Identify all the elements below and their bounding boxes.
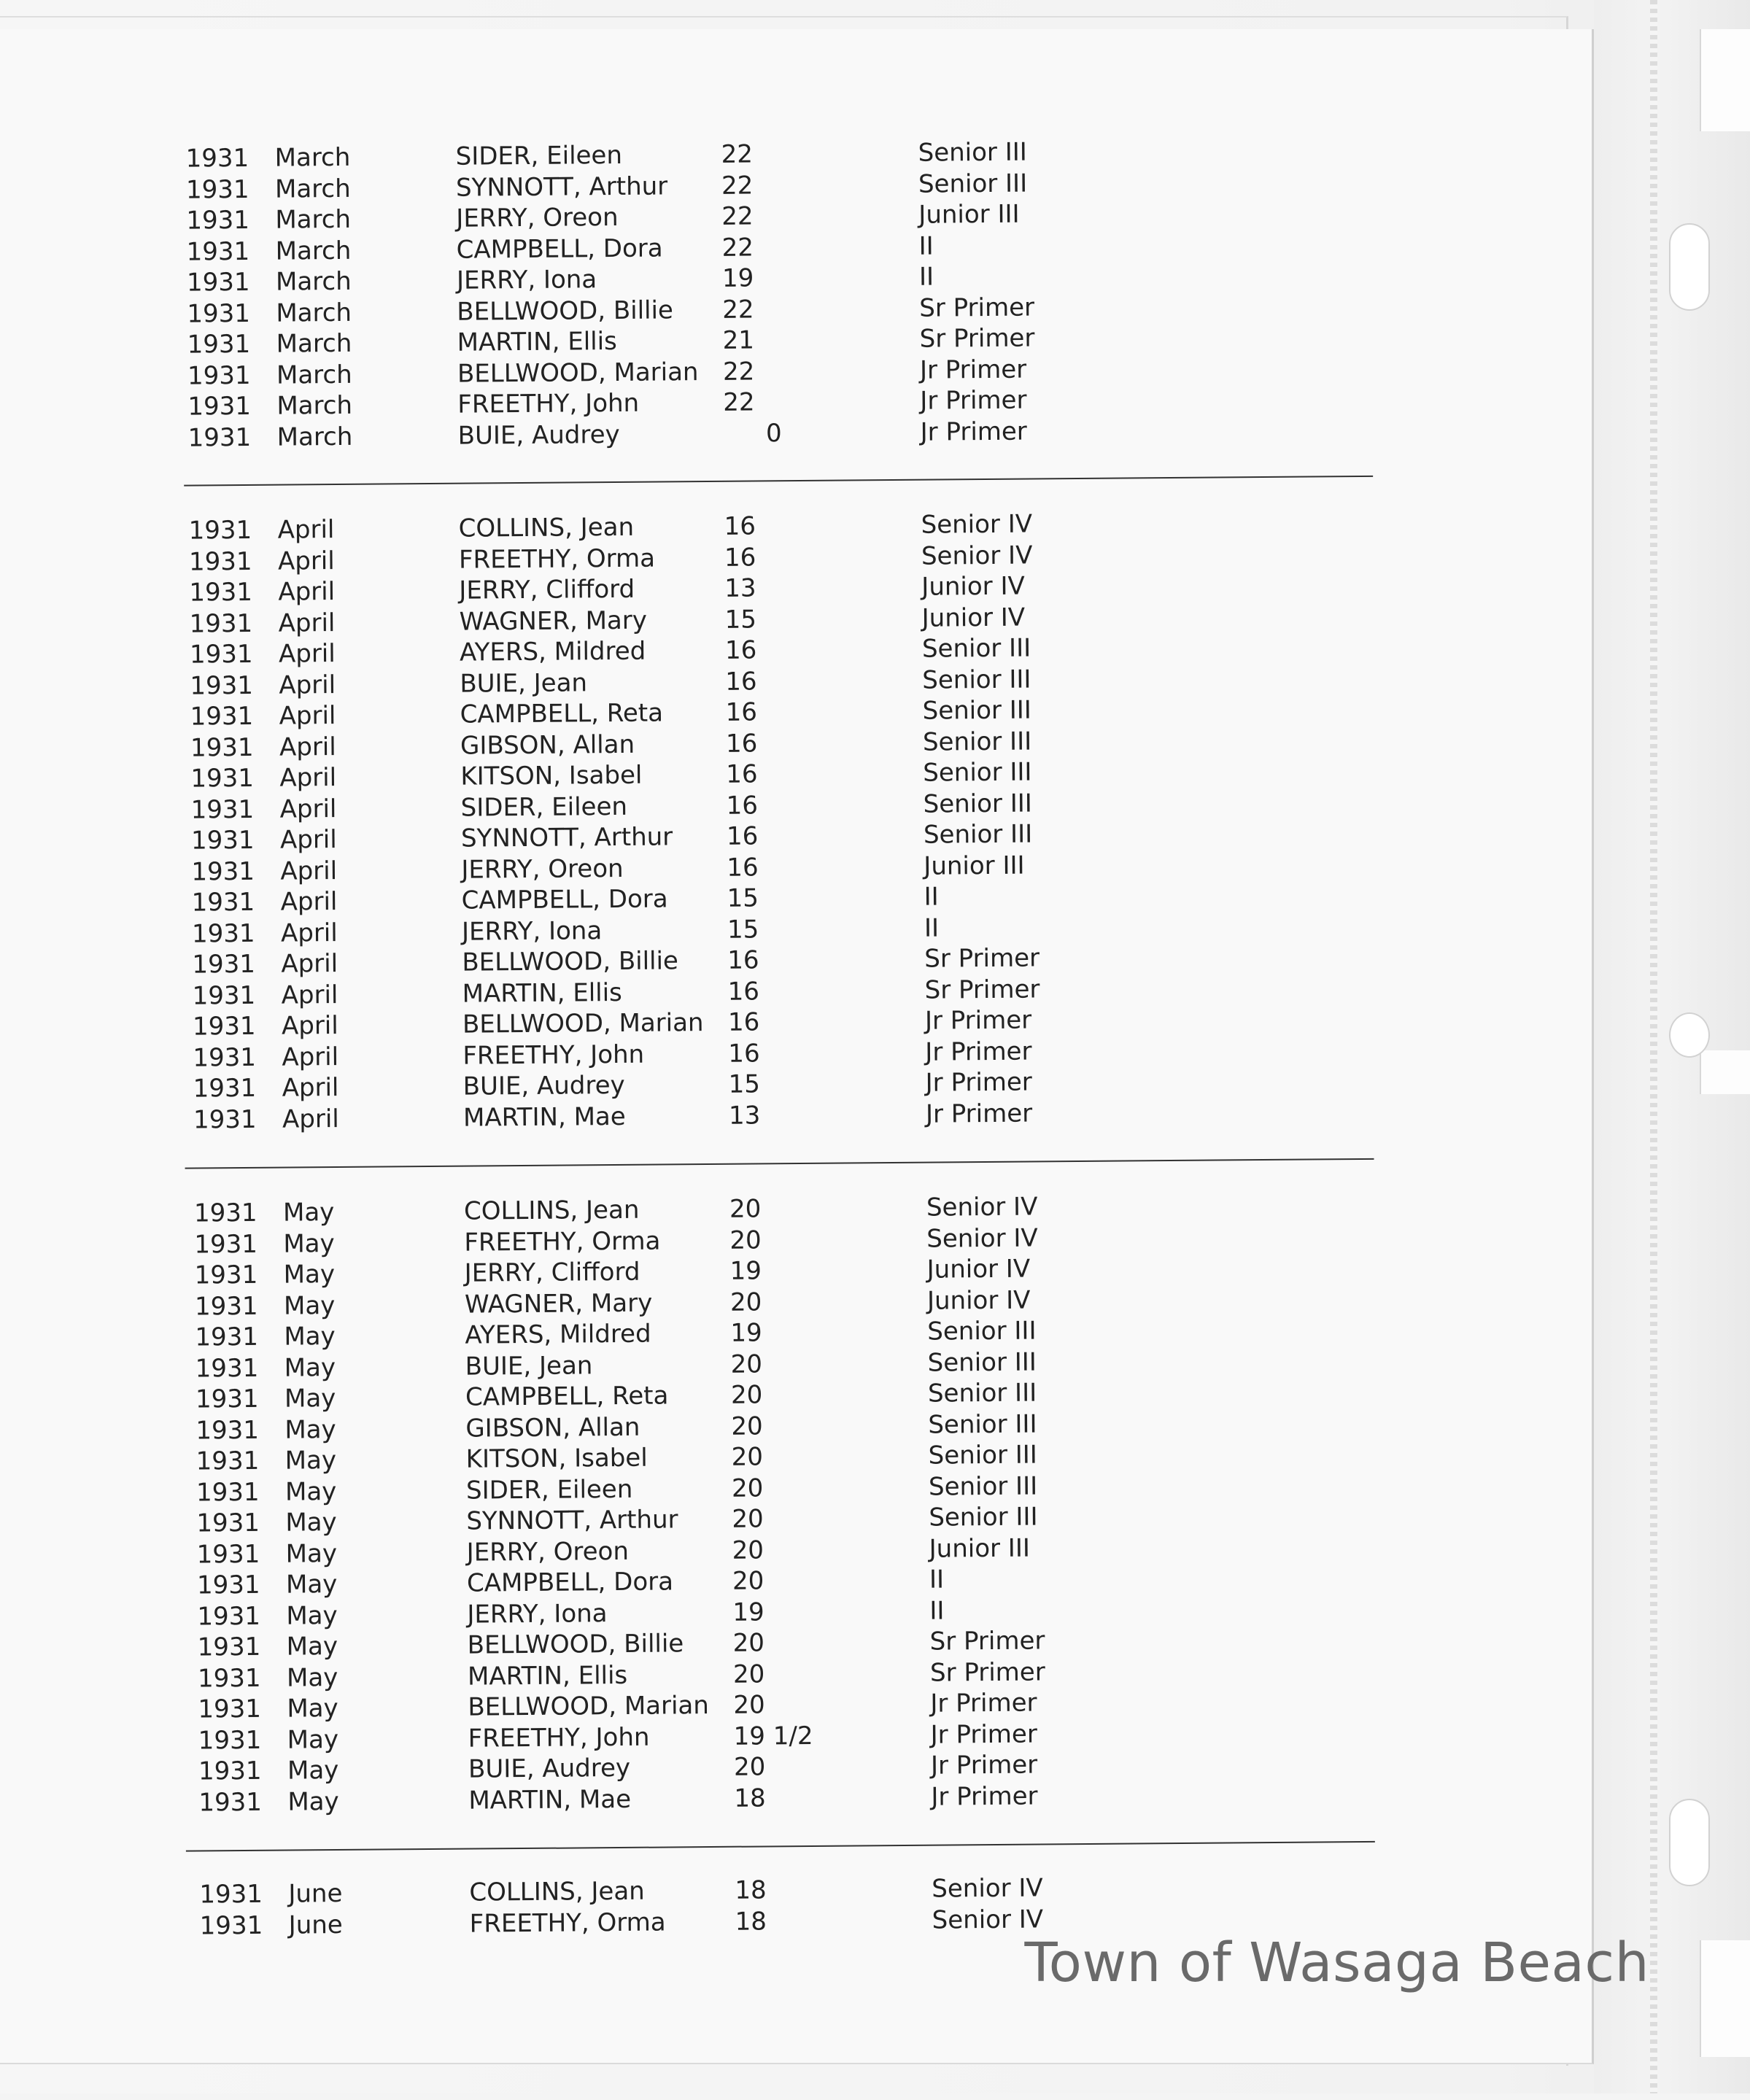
days-attended-cell: 20 <box>729 1225 762 1255</box>
days-attended-cell: 20 <box>732 1659 765 1689</box>
year-cell: 1931 <box>195 1415 260 1446</box>
month-cell: April <box>279 670 336 700</box>
student-name-cell: MARTIN, Mae <box>462 1101 626 1133</box>
year-cell: 1931 <box>192 980 256 1011</box>
month-cell: May <box>286 1632 338 1662</box>
month-cell: April <box>279 763 337 793</box>
binder-tab-top <box>1700 29 1750 131</box>
days-attended-cell: 0 <box>765 418 782 448</box>
grade-cell: Senior III <box>928 1471 1038 1502</box>
month-cell: May <box>285 1538 338 1569</box>
year-cell: 1931 <box>197 1632 261 1662</box>
year-cell: 1931 <box>198 1756 262 1786</box>
days-attended-cell: 20 <box>731 1411 763 1441</box>
year-cell: 1931 <box>190 825 255 856</box>
grade-cell: Jr Primer <box>925 1037 1032 1067</box>
student-name-cell: BUIE, Audrey <box>457 419 620 451</box>
days-attended-cell: 13 <box>728 1100 761 1131</box>
days-attended-cell: 18 <box>735 1875 767 1905</box>
month-cell: March <box>275 266 352 297</box>
rows-march <box>174 134 1373 454</box>
days-attended-cell: 20 <box>730 1349 763 1379</box>
grade-cell: Sr Primer <box>924 974 1040 1005</box>
grade-cell: Sr Primer <box>929 1626 1045 1657</box>
days-attended-cell: 16 <box>725 697 758 727</box>
grade-cell: Senior III <box>922 695 1031 726</box>
grade-cell: II <box>924 913 940 943</box>
grade-cell: II <box>929 1565 945 1595</box>
year-cell: 1931 <box>190 732 254 763</box>
month-cell: April <box>279 701 336 731</box>
days-attended-cell: 20 <box>731 1442 764 1472</box>
month-cell: April <box>281 949 338 979</box>
grade-cell: Senior III <box>921 633 1031 664</box>
month-cell: March <box>276 390 353 421</box>
grade-cell: Senior III <box>918 137 1027 168</box>
year-cell: 1931 <box>186 205 250 236</box>
month-cell: May <box>286 1600 338 1631</box>
month-cell: May <box>284 1414 336 1445</box>
grade-cell: II <box>918 262 934 292</box>
grade-cell: Senior III <box>922 665 1031 695</box>
grade-cell: Junior IV <box>926 1285 1031 1316</box>
binder-hole-bottom <box>1669 1799 1710 1886</box>
days-attended-cell: 22 <box>721 232 754 263</box>
binder-hole-top <box>1669 223 1710 311</box>
student-name-cell: SIDER, Eileen <box>460 791 628 823</box>
year-cell: 1931 <box>196 1539 260 1570</box>
grade-cell: Senior IV <box>932 1873 1043 1904</box>
month-cell: March <box>274 174 351 204</box>
days-attended-cell: 16 <box>725 728 758 759</box>
student-name-cell: JERRY, Clifford <box>464 1257 640 1288</box>
grade-cell: Senior IV <box>921 541 1033 571</box>
student-name-cell: BELLWOOD, Billie <box>467 1629 684 1660</box>
month-cell: May <box>287 1756 339 1786</box>
days-attended-cell: 16 <box>724 635 757 665</box>
binder-tab-bottom <box>1700 1940 1750 2057</box>
grade-cell: Junior III <box>918 199 1020 230</box>
grade-cell: Senior IV <box>926 1192 1038 1223</box>
student-name-cell: COLLINS, Jean <box>463 1195 640 1226</box>
grade-cell: Junior IV <box>926 1254 1031 1285</box>
year-cell: 1931 <box>195 1446 260 1476</box>
days-attended-cell: 16 <box>726 821 759 851</box>
days-attended-cell: 21 <box>722 325 755 355</box>
month-cell: May <box>287 1724 339 1755</box>
grade-cell: Jr Primer <box>920 385 1027 416</box>
student-name-cell: JERRY, Clifford <box>459 574 635 605</box>
month-cell: April <box>282 1072 339 1103</box>
days-attended-cell: 16 <box>727 1007 760 1037</box>
student-name-cell: JERRY, Iona <box>467 1598 608 1630</box>
student-name-cell: BELLWOOD, Marian <box>468 1691 710 1722</box>
grade-cell: Senior III <box>923 757 1032 788</box>
student-name-cell: FREETHY, John <box>462 1039 645 1071</box>
student-name-cell: GIBSON, Allan <box>460 729 635 761</box>
days-attended-cell: 19 1/2 <box>733 1721 813 1751</box>
grade-cell: Sr Primer <box>919 323 1035 354</box>
month-cell: April <box>281 1010 338 1041</box>
student-name-cell: WAGNER, Mary <box>459 605 648 637</box>
student-name-cell: FREETHY, Orma <box>458 543 656 575</box>
student-name-cell: BELLWOOD, Marian <box>462 1008 704 1039</box>
grade-cell: Senior IV <box>926 1223 1038 1254</box>
student-name-cell: COLLINS, Jean <box>469 1876 645 1907</box>
month-cell: March <box>274 142 351 173</box>
grade-cell: Sr Primer <box>929 1657 1045 1688</box>
binder-hole-middle <box>1669 1012 1710 1058</box>
days-attended-cell: 16 <box>724 511 756 541</box>
student-name-cell: MARTIN, Ellis <box>462 977 622 1009</box>
days-attended-cell: 20 <box>732 1535 764 1565</box>
days-attended-cell: 20 <box>729 1287 762 1317</box>
year-cell: 1931 <box>191 887 255 918</box>
year-cell: 1931 <box>194 1291 258 1322</box>
grade-cell: Jr Primer <box>924 1005 1032 1036</box>
section-divider <box>184 476 1373 487</box>
student-name-cell: FREETHY, John <box>468 1722 650 1754</box>
month-cell: May <box>286 1662 338 1693</box>
student-name-cell: KITSON, Isabel <box>460 760 643 791</box>
student-name-cell: CAMPBELL, Reta <box>465 1381 669 1412</box>
grade-cell: Senior IV <box>921 509 1033 540</box>
year-cell: 1931 <box>191 856 255 887</box>
student-name-cell: SIDER, Eileen <box>455 140 623 171</box>
grade-cell: Senior III <box>923 789 1032 819</box>
section-may <box>182 1189 1384 1818</box>
grade-cell: Senior III <box>928 1440 1038 1471</box>
month-cell: April <box>282 1042 339 1072</box>
grade-cell: Jr Primer <box>930 1750 1038 1781</box>
grade-cell: Junior III <box>924 851 1025 881</box>
month-cell: April <box>281 980 338 1010</box>
month-cell: May <box>287 1786 339 1817</box>
grade-cell: Senior III <box>922 727 1032 757</box>
student-name-cell: JERRY, Oreon <box>466 1536 630 1568</box>
month-cell: March <box>275 236 352 266</box>
section-march <box>174 134 1373 454</box>
days-attended-cell: 16 <box>724 542 756 573</box>
year-cell: 1931 <box>195 1353 259 1384</box>
days-attended-cell: 16 <box>725 666 757 697</box>
grade-cell: Senior III <box>927 1316 1037 1347</box>
year-cell: 1931 <box>187 298 251 329</box>
grade-cell: Senior III <box>929 1502 1038 1533</box>
section-april <box>177 506 1379 1136</box>
year-cell: 1931 <box>185 143 249 174</box>
grade-cell: Jr Primer <box>925 1099 1033 1129</box>
grade-cell: Jr Primer <box>930 1688 1037 1719</box>
section-divider <box>186 1841 1375 1852</box>
grade-cell: Jr Primer <box>920 416 1027 447</box>
grade-cell: Senior III <box>928 1409 1037 1440</box>
rows-may <box>182 1189 1384 1818</box>
month-cell: March <box>276 422 353 452</box>
month-cell: May <box>285 1570 338 1600</box>
year-cell: 1931 <box>198 1725 262 1756</box>
grade-cell: Jr Primer <box>931 1781 1038 1812</box>
days-attended-cell: 19 <box>729 1256 762 1286</box>
student-name-cell: SIDER, Eileen <box>465 1474 633 1506</box>
days-attended-cell: 22 <box>721 170 754 201</box>
student-name-cell: BUIE, Jean <box>460 667 588 699</box>
perforation-line <box>1650 0 1657 2093</box>
days-attended-cell: 19 <box>730 1318 762 1348</box>
days-attended-cell: 20 <box>733 1752 766 1782</box>
student-name-cell: AYERS, Mildred <box>465 1319 651 1350</box>
student-name-cell: BELLWOOD, Marian <box>457 357 699 389</box>
month-cell: June <box>288 1910 343 1940</box>
month-cell: May <box>287 1694 338 1724</box>
year-cell: 1931 <box>196 1570 260 1600</box>
year-cell: 1931 <box>196 1508 260 1538</box>
rows-april <box>177 506 1379 1136</box>
student-name-cell: COLLINS, Jean <box>458 512 635 543</box>
year-cell: 1931 <box>197 1601 261 1632</box>
year-cell: 1931 <box>190 794 255 825</box>
year-cell: 1931 <box>190 670 254 701</box>
days-attended-cell: 19 <box>721 263 754 293</box>
student-name-cell: BUIE, Audrey <box>468 1753 631 1784</box>
watermark-text: Town of Wasaga Beach <box>1024 1932 1649 1994</box>
year-cell: 1931 <box>189 608 253 639</box>
section-june <box>187 1870 1385 1942</box>
days-attended-cell: 22 <box>721 139 754 169</box>
year-cell: 1931 <box>198 1694 262 1724</box>
days-attended-cell: 18 <box>735 1906 767 1937</box>
grade-cell: II <box>924 882 939 912</box>
month-cell: April <box>279 794 337 824</box>
binder-tab-middle <box>1700 1050 1750 1094</box>
month-cell: April <box>278 608 336 638</box>
year-cell: 1931 <box>193 1104 257 1135</box>
student-name-cell: SYNNOTT, Arthur <box>466 1505 678 1536</box>
days-attended-cell: 19 <box>732 1597 764 1627</box>
days-attended-cell: 20 <box>731 1473 764 1503</box>
student-name-cell: CAMPBELL, Dora <box>456 233 663 265</box>
year-cell: 1931 <box>188 546 252 577</box>
year-cell: 1931 <box>192 1011 256 1042</box>
year-cell: 1931 <box>189 639 253 670</box>
days-attended-cell: 16 <box>726 790 759 821</box>
month-cell: April <box>282 1104 339 1134</box>
student-name-cell: FREETHY, Orma <box>464 1226 661 1258</box>
student-name-cell: GIBSON, Allan <box>465 1412 640 1444</box>
year-cell: 1931 <box>195 1384 259 1414</box>
month-cell: April <box>278 639 336 669</box>
student-name-cell: MARTIN, Ellis <box>467 1660 628 1692</box>
year-cell: 1931 <box>197 1663 261 1694</box>
student-name-cell: FREETHY, Orma <box>469 1907 666 1939</box>
grade-cell: Junior III <box>929 1533 1031 1564</box>
grade-cell: Senior IV <box>932 1904 1044 1935</box>
days-attended-cell: 16 <box>727 945 759 975</box>
student-name-cell: FREETHY, John <box>457 388 640 419</box>
days-attended-cell: 22 <box>721 201 754 231</box>
year-cell: 1931 <box>199 1879 263 1910</box>
days-attended-cell: 16 <box>727 852 759 883</box>
month-cell: April <box>277 515 335 545</box>
month-cell: April <box>277 546 335 576</box>
student-name-cell: CAMPBELL, Reta <box>460 698 664 729</box>
month-cell: May <box>285 1508 337 1538</box>
year-cell: 1931 <box>199 1910 263 1941</box>
month-cell: March <box>276 360 352 390</box>
year-cell: 1931 <box>187 422 252 453</box>
days-attended-cell: 20 <box>733 1690 765 1720</box>
days-attended-cell: 15 <box>724 604 757 635</box>
month-cell: March <box>276 298 352 328</box>
days-attended-cell: 15 <box>727 883 759 913</box>
days-attended-cell: 16 <box>728 1038 760 1069</box>
student-name-cell: JERRY, Iona <box>461 915 603 947</box>
student-name-cell: BELLWOOD, Billie <box>457 295 674 327</box>
month-cell: May <box>282 1198 335 1228</box>
year-cell: 1931 <box>186 267 250 298</box>
month-cell: May <box>284 1352 336 1383</box>
year-cell: 1931 <box>194 1229 258 1260</box>
grade-cell: Senior III <box>927 1378 1037 1409</box>
month-cell: April <box>280 918 338 948</box>
days-attended-cell: 20 <box>732 1504 764 1534</box>
student-name-cell: AYERS, Mildred <box>459 636 646 667</box>
year-cell: 1931 <box>198 1787 263 1818</box>
month-cell: May <box>284 1322 336 1352</box>
days-attended-cell: 16 <box>726 759 758 789</box>
year-cell: 1931 <box>187 329 251 360</box>
year-cell: 1931 <box>192 949 256 980</box>
rows-june <box>187 1870 1385 1942</box>
month-cell: May <box>284 1476 337 1507</box>
days-attended-cell: 20 <box>730 1380 763 1410</box>
student-name-cell: WAGNER, Mary <box>464 1288 653 1320</box>
days-attended-cell: 20 <box>729 1194 762 1224</box>
grade-cell: Jr Primer <box>925 1067 1032 1098</box>
days-attended-cell: 22 <box>722 356 755 387</box>
year-cell: 1931 <box>195 1322 259 1352</box>
year-cell: 1931 <box>185 174 249 205</box>
days-attended-cell: 13 <box>724 573 756 603</box>
month-cell: May <box>283 1290 336 1321</box>
month-cell: March <box>275 204 352 235</box>
grade-cell: Senior III <box>918 168 1028 199</box>
month-cell: May <box>284 1446 337 1476</box>
student-name-cell: BELLWOOD, Billie <box>462 946 679 977</box>
month-cell: April <box>280 887 338 917</box>
month-cell: April <box>278 577 336 607</box>
grade-cell: Jr Primer <box>930 1719 1038 1750</box>
grade-cell: Junior IV <box>921 603 1026 633</box>
grade-cell: Sr Primer <box>919 292 1035 323</box>
grade-cell: II <box>929 1595 945 1626</box>
year-cell: 1931 <box>187 360 251 391</box>
grade-cell: Junior IV <box>921 571 1025 602</box>
student-name-cell: CAMPBELL, Dora <box>466 1567 674 1598</box>
month-cell: April <box>279 825 337 855</box>
year-cell: 1931 <box>189 577 253 608</box>
student-name-cell: JERRY, Oreon <box>456 202 619 233</box>
days-attended-cell: 18 <box>734 1783 766 1813</box>
grade-cell: II <box>918 231 934 261</box>
student-name-cell: MARTIN, Ellis <box>457 326 617 357</box>
year-cell: 1931 <box>191 918 255 949</box>
month-cell: March <box>276 328 352 359</box>
section-divider <box>185 1158 1374 1169</box>
days-attended-cell: 15 <box>728 1069 761 1099</box>
student-name-cell: SYNNOTT, Arthur <box>460 822 673 853</box>
student-name-cell: CAMPBELL, Dora <box>461 884 668 915</box>
days-attended-cell: 16 <box>727 976 760 1007</box>
year-cell: 1931 <box>186 236 250 267</box>
days-attended-cell: 22 <box>722 294 754 325</box>
days-attended-cell: 20 <box>732 1628 765 1658</box>
student-name-cell: SYNNOTT, Arthur <box>455 171 668 203</box>
student-name-cell: JERRY, Iona <box>456 265 597 295</box>
year-cell: 1931 <box>193 1042 257 1073</box>
month-cell: April <box>280 856 338 886</box>
month-cell: June <box>288 1878 343 1909</box>
year-cell: 1931 <box>188 515 252 546</box>
grade-cell: Jr Primer <box>919 354 1027 385</box>
student-name-cell: MARTIN, Mae <box>468 1784 632 1816</box>
grade-cell: Senior III <box>923 819 1033 850</box>
days-attended-cell: 22 <box>723 387 755 417</box>
days-attended-cell: 15 <box>727 914 759 945</box>
student-name-cell: JERRY, Oreon <box>461 853 624 885</box>
student-name-cell: KITSON, Isabel <box>465 1443 648 1474</box>
year-cell: 1931 <box>190 763 255 794</box>
year-cell: 1931 <box>193 1198 258 1228</box>
year-cell: 1931 <box>187 391 252 422</box>
student-name-cell: BUIE, Audrey <box>462 1070 625 1101</box>
month-cell: May <box>283 1260 336 1290</box>
student-name-cell: BUIE, Jean <box>465 1350 593 1382</box>
year-cell: 1931 <box>193 1073 257 1104</box>
year-cell: 1931 <box>190 701 254 732</box>
year-cell: 1931 <box>194 1260 258 1290</box>
days-attended-cell: 20 <box>732 1566 764 1596</box>
month-cell: April <box>279 732 336 762</box>
grade-cell: Senior III <box>927 1347 1037 1378</box>
year-cell: 1931 <box>195 1477 260 1508</box>
month-cell: May <box>283 1228 335 1259</box>
month-cell: May <box>284 1384 336 1414</box>
grade-cell: Sr Primer <box>924 943 1040 974</box>
